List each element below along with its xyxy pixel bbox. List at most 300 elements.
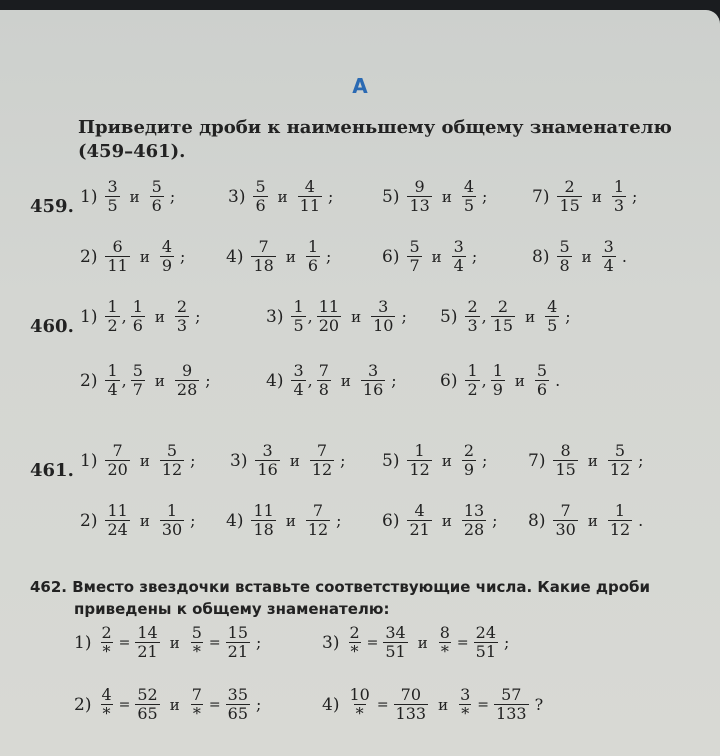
fraction [131,362,145,399]
punctuation: ; [492,511,498,530]
denominator: 30 [555,520,576,539]
fraction [175,298,189,335]
punctuation: ; [256,633,262,652]
numerator: 1 [613,177,624,196]
fraction [150,178,164,215]
numerator: 4 [161,237,172,256]
numerator: 4 [547,297,558,316]
numerator: 2 [176,297,188,316]
denominator: * [461,704,470,723]
numerator: 7 [191,685,202,704]
conjunction: и [581,247,592,266]
conjunction: и [587,511,598,530]
denominator: 2 [107,316,118,335]
denominator: 10 [373,316,394,335]
item-number: 4) [226,510,244,531]
fraction [317,298,341,335]
numerator: 34 [385,623,406,642]
problem-number: 460. [30,316,74,337]
exercise-item [266,362,397,399]
punctuation: ; [180,247,186,266]
item-number: 7) [528,450,546,471]
problem-number: 461. [30,460,74,481]
denominator: 51 [385,642,406,661]
denominator: 21 [137,642,158,661]
exercise-item [80,362,211,399]
exercise-item [80,442,196,479]
exercise-item [532,178,637,215]
fraction [255,442,279,479]
punctuation: ; [195,307,201,326]
conjunction: и [351,307,362,326]
fraction [462,502,486,539]
punctuation: ; [482,187,488,206]
conjunction: и [285,247,296,266]
problem-462-statement: Вместо звездочки вставьте соответствующие числа. Какие дроби приведены к общему знаменателю: [72,578,651,618]
fraction [491,298,515,335]
numerator: 11 [107,501,128,520]
denominator: 4 [603,256,614,275]
fraction [105,502,129,539]
denominator: 28 [176,380,198,399]
denominator: * [192,704,201,723]
numerator: 5 [191,623,202,642]
punctuation: ; [632,187,638,206]
punctuation: . [555,371,561,390]
punctuation: . [621,247,627,266]
equals-sign: = [366,634,379,651]
punctuation: ; [638,451,644,470]
numerator: 3 [453,237,464,256]
fraction [105,298,119,335]
denominator: 12 [609,460,631,479]
denominator: 21 [227,642,249,661]
item-number: 3) [228,186,246,207]
item-number: 6) [382,246,400,267]
punctuation: ; [391,371,397,390]
fraction [383,624,407,661]
problem-462-text [30,576,690,620]
denominator: 65 [227,704,249,723]
numerator: 5 [166,441,178,460]
denominator: 7 [132,380,143,399]
item-number: 2) [80,510,98,531]
fraction [105,178,119,215]
item-number: 6) [440,370,458,391]
item-number: 1) [80,306,98,327]
fraction [347,624,361,661]
numerator: 1 [414,441,425,460]
denominator: 6 [151,196,162,215]
fraction [251,238,275,275]
numerator: 14 [137,623,158,642]
numerator: 3 [378,297,389,316]
numerator: 8 [439,623,450,642]
comma: , [481,371,487,390]
fraction [465,362,479,399]
item-number: 3) [322,632,340,653]
fraction [310,442,334,479]
exercise-item [74,624,261,661]
item-number: 3) [266,306,284,327]
numerator: 5 [614,441,626,460]
denominator: 6 [536,380,548,399]
comma: , [307,371,313,390]
denominator: 7 [409,256,420,275]
denominator: * [102,704,111,723]
item-number: 2) [80,370,98,391]
fraction [462,178,476,215]
punctuation: ; [190,451,196,470]
item-number: 7) [532,186,550,207]
numerator: 7 [316,441,328,460]
comma: , [121,307,127,326]
numerator: 1 [132,297,143,316]
exercise-item [228,178,333,215]
exercise-item [382,502,498,539]
punctuation: ; [328,187,334,206]
exercise-item [382,238,477,275]
punctuation: ; [326,247,332,266]
numerator: 6 [112,237,123,256]
numerator: 1 [492,361,503,380]
fraction [535,362,549,399]
conjunction: и [277,187,288,206]
fraction [160,502,184,539]
punctuation: ; [482,451,488,470]
numerator: 3 [368,361,379,380]
numerator: 1 [166,501,178,520]
numerator: 5 [255,177,266,196]
numerator: 2 [463,441,474,460]
fraction [465,298,479,335]
item-number: 1) [74,632,92,653]
denominator: 4 [293,380,304,399]
denominator: 15 [559,196,580,215]
equals-sign: = [118,696,131,713]
numerator: 2 [497,297,508,316]
item-number: 8) [528,510,546,531]
denominator: 28 [463,520,485,539]
fraction [226,686,250,723]
numerator: 9 [182,361,193,380]
fraction [291,298,305,335]
denominator: 9 [161,256,172,275]
fraction [135,686,159,723]
fraction [407,238,421,275]
numerator: 3 [460,685,471,704]
punctuation: ; [336,511,342,530]
item-number: 4) [226,246,244,267]
problem-number: 459. [30,196,74,217]
exercise-item [266,298,407,335]
fraction [306,502,330,539]
numerator: 5 [409,237,420,256]
exercise-item [80,238,185,275]
numerator: 7 [258,237,269,256]
fraction [407,178,431,215]
equals-sign: = [477,696,490,713]
conjunction: и [441,511,452,530]
numerator: 7 [560,501,571,520]
numerator: 52 [137,685,158,704]
exercise-item [322,624,509,661]
denominator: 133 [395,704,427,723]
denominator: 12 [161,460,183,479]
item-number: 2) [80,246,98,267]
fraction [99,624,113,661]
fraction [99,686,113,723]
numerator: 2 [101,623,112,642]
denominator: 20 [318,316,340,335]
item-number: 1) [80,186,98,207]
numerator: 8 [560,441,571,460]
item-number: 5) [440,306,458,327]
punctuation: ; [256,695,262,714]
numerator: 5 [132,361,143,380]
denominator: 12 [609,520,631,539]
punctuation: ; [169,187,176,206]
punctuation: ; [401,307,407,326]
denominator: 5 [547,316,558,335]
fraction [545,298,559,335]
fraction [491,362,505,399]
numerator: 13 [463,501,485,520]
punctuation: ; [340,451,346,470]
numerator: 57 [501,685,522,704]
fraction [438,624,452,661]
punctuation: . [638,511,644,530]
exercise-item [532,238,627,275]
item-number: 5) [382,450,400,471]
conjunction: и [129,187,140,206]
denominator: 2 [467,380,478,399]
fraction [306,238,320,275]
numerator: 1 [107,361,118,380]
fraction [462,442,476,479]
item-number: 3) [230,450,248,471]
denominator: 15 [492,316,514,335]
conjunction: и [514,371,525,390]
denominator: 3 [176,316,188,335]
fraction [494,686,529,723]
equals-sign: = [456,634,469,651]
fraction [317,362,331,399]
numerator: 70 [400,685,421,704]
equals-sign: = [118,634,131,651]
equals-sign: = [208,696,221,713]
comma: , [481,307,487,326]
conjunction: и [169,695,180,714]
numerator: 24 [475,623,497,642]
conjunction: и [169,633,180,652]
fraction [105,238,129,275]
fraction [291,362,305,399]
fraction [608,502,632,539]
fraction [474,624,498,661]
fraction [407,502,431,539]
conjunction: и [441,187,452,206]
numerator: 15 [227,623,249,642]
denominator: 51 [475,642,497,661]
fraction [612,178,626,215]
exercise-item [440,298,571,335]
equals-sign: = [208,634,221,651]
fraction [160,238,174,275]
denominator: 21 [409,520,430,539]
punctuation: ; [205,371,211,390]
denominator: 3 [467,316,478,335]
numerator: 2 [467,297,478,316]
exercise-item [440,362,560,399]
exercise-item [74,686,261,723]
fraction [175,362,199,399]
denominator: 5 [293,316,304,335]
numerator: 11 [318,297,340,316]
conjunction: и [417,633,428,652]
denominator: 6 [132,316,143,335]
denominator: 8 [559,256,570,275]
numerator: 10 [349,685,370,704]
denominator: 5 [463,196,474,215]
denominator: 6 [307,256,318,275]
denominator: 16 [362,380,384,399]
conjunction: и [431,247,442,266]
conjunction: и [441,451,452,470]
numerator: 7 [112,441,123,460]
denominator: 24 [107,520,128,539]
conjunction: и [139,511,150,530]
fraction [160,442,184,479]
instruction-text: Приведите дроби к наименьшему общему знаменателю (459–461). [78,117,672,162]
fraction [298,178,322,215]
conjunction: и [340,371,351,390]
fraction [251,502,275,539]
exercise-item [230,442,346,479]
punctuation: ? [534,695,544,714]
exercise-item [528,502,643,539]
denominator: 9 [463,460,474,479]
denominator: 4 [107,380,118,399]
fraction [553,502,577,539]
fraction [452,238,466,275]
denominator: 30 [161,520,183,539]
denominator: 15 [555,460,576,479]
conjunction: и [139,247,150,266]
fraction [407,442,431,479]
denominator: 12 [307,520,329,539]
denominator: * [350,642,359,661]
exercise-item [80,502,196,539]
numerator: 11 [253,501,274,520]
numerator: 5 [559,237,570,256]
fraction [105,442,129,479]
denominator: 18 [253,256,274,275]
conjunction: и [591,187,602,206]
numerator: 4 [101,685,112,704]
item-number: 4) [266,370,284,391]
item-number: 6) [382,510,400,531]
denominator: 16 [257,460,278,479]
numerator: 35 [227,685,249,704]
denominator: 18 [253,520,274,539]
numerator: 7 [318,361,329,380]
numerator: 9 [414,177,425,196]
fraction [557,178,581,215]
numerator: 3 [262,441,273,460]
item-number: 2) [74,694,92,715]
numerator: 4 [414,501,425,520]
denominator: 11 [299,196,320,215]
fraction [371,298,395,335]
exercise-item [226,238,331,275]
denominator: * [102,642,111,661]
fraction [553,442,577,479]
numerator: 3 [107,177,118,196]
conjunction: и [525,307,536,326]
section-heading: А [352,74,368,98]
conjunction: и [289,451,300,470]
comma: , [307,307,313,326]
exercise-item [226,502,342,539]
denominator: * [355,704,364,723]
conjunction: и [139,451,150,470]
item-number: 5) [382,186,400,207]
item-number: 8) [532,246,550,267]
numerator: 1 [107,297,118,316]
fraction [105,362,119,399]
equals-sign: = [376,696,389,713]
denominator: * [440,642,449,661]
denominator: * [192,642,201,661]
conjunction: и [154,307,165,326]
exercise-item [322,686,543,723]
fraction [190,686,204,723]
conjunction: и [438,695,449,714]
numerator: 3 [603,237,614,256]
numerator: 7 [312,501,324,520]
denominator: 133 [496,704,527,723]
numerator: 1 [293,297,304,316]
punctuation: ; [565,307,571,326]
textbook-page [0,10,720,756]
numerator: 4 [463,177,474,196]
denominator: 11 [107,256,128,275]
denominator: 20 [107,460,128,479]
denominator: 4 [453,256,464,275]
punctuation: ; [471,247,478,266]
exercise-item [80,298,201,335]
fraction [190,624,204,661]
exercise-item [382,178,487,215]
denominator: 12 [311,460,333,479]
numerator: 3 [293,361,304,380]
denominator: 5 [107,196,118,215]
numerator: 1 [614,501,626,520]
numerator: 2 [564,177,575,196]
numerator: 5 [536,361,548,380]
numerator: 5 [151,177,162,196]
numerator: 2 [349,623,360,642]
denominator: 13 [409,196,430,215]
fraction [135,624,159,661]
comma: , [121,371,127,390]
numerator: 4 [304,177,315,196]
denominator: 6 [255,196,266,215]
item-number: 1) [80,450,98,471]
item-number: 4) [322,694,340,715]
fraction [347,686,371,723]
